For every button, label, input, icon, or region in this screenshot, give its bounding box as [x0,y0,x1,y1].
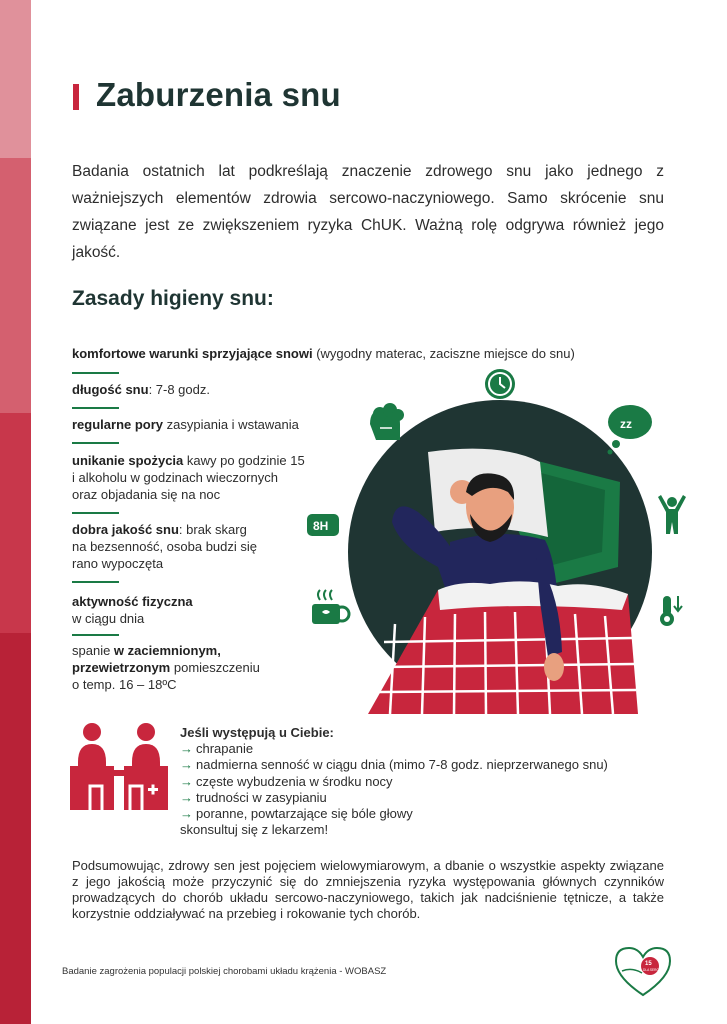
consult-footer: skonsultuj się z lekarzem! [180,822,329,838]
rule-item-regular [72,416,299,433]
rule-text: (wygodny materac, zaciszne miejsce do snu) [312,346,575,361]
doctor-consultation-icon [70,720,170,810]
page-footer: Badanie zagrożenia populacji polskiej chorobami układu krążenia - WOBASZ [62,966,387,977]
rule-divider [72,581,119,583]
logo-leaf-line [622,969,642,973]
rule-text: : 7-8 godz. [148,382,210,397]
consult-item-text: nadmierna senność w ciągu dnia (mimo 7-8 godz. nieprzerwanego snu) [196,757,608,773]
rule-item-avoid [72,452,305,503]
rule-text: zasypiania i wstawania [163,417,299,432]
rule-divider [72,512,119,514]
rule-bold: w zaciemnionym, [113,643,221,658]
side-strip-bottom [0,633,31,1024]
page-title: Zaburzenia snu [96,76,341,113]
rule-text: na bezsenność, osoba budzi się [72,539,258,554]
rule-bold: aktywność fizyczna [72,594,193,609]
zzz-bubble-icon [608,405,653,455]
intro-paragraph: Badania ostatnich lat podkreślają znaczenie zdrowego snu jako jednego z ważniejszych elementów zdrowia sercowo-naczyniowego. Samo skrócenie snu związane jest ze zwiększeniem ryzyka ChUK. Ważną rolę odgrywa również jego jakość. [72,163,664,261]
clock-icon [485,369,515,399]
consult-item [180,757,608,773]
consult-item-text: poranne, powtarzające się bóle głowy [196,806,413,822]
rule-bold: regularne pory [72,417,164,432]
arrow-icon: → [180,789,193,805]
arrow-icon: → [180,741,193,757]
rule-text: i alkoholu w godzinach wieczornych [72,470,278,485]
rule-bold: unikanie spożycia [72,453,184,468]
rule-text: spanie [72,643,114,658]
consult-item-text: chrapanie [196,741,254,757]
thinking-head-icon [370,403,404,440]
consult-item [180,790,608,806]
arrow-icon: → [180,757,193,773]
rule-item-room [72,642,260,693]
rule-bold: długość snu [72,382,149,397]
consultation-box [180,725,608,838]
rule-text: rano wypoczęta [72,556,164,571]
consult-item-text: częste wybudzenia w środku nocy [196,773,393,789]
eight-hours-icon [307,514,339,536]
side-strip-top [0,0,31,158]
badge-8h-label: 8H [313,519,329,533]
hanging-hand [544,653,564,681]
consult-item-text: trudności w zasypianiu [196,789,327,805]
rule-divider [72,634,119,636]
consult-item [180,741,608,757]
summary-paragraph: Podsumowując, zdrowy sen jest pojęciem wielowymiarowym, a dbanie o wszystkie aspekty związane z jego jakością może przyczynić się do zmniejszenia ryzyka występowania głównych czynników prowadzących do chorób układu sercowo-naczyniowego, takich jak nadciśnienie tętnicze, a także korzystnie oddziaływać na przebieg i rokowanie tych chorób. [72,858,664,921]
rule-item-comfort [72,345,575,362]
coffee-cup-icon [312,590,349,624]
thermometer-icon [660,596,682,626]
svg-text:zz: zz [620,417,632,431]
rule-text: o temp. 16 – 18ºC [72,677,177,692]
rule-divider [72,407,119,409]
rule-item-activity [72,593,193,627]
arrow-icon: → [180,806,193,822]
consult-heading: Jeśli występują u Ciebie: [180,725,334,740]
consult-item [180,806,608,822]
rule-item-duration [72,381,210,398]
rule-bold: przewietrzonym [72,660,171,675]
rule-text: pomieszczeniu [170,660,260,675]
rule-divider [72,372,119,374]
rule-text: w ciągu dnia [72,611,145,626]
side-strip-upper [0,158,31,413]
heart-logo [612,945,674,997]
rule-divider [72,442,119,444]
rule-item-quality [72,521,257,572]
side-strip-middle [0,413,31,633]
rule-text: : brak skarg [178,522,247,537]
rule-bold: dobra jakość snu [72,522,179,537]
rule-text: oraz objadania się na noc [72,487,221,502]
rule-bold: komfortowe warunki sprzyjające snowi [72,346,313,361]
rule-text: kawy po godzinie 15 [183,453,305,468]
arrow-icon: → [180,773,193,789]
sleeping-man-illustration [300,362,700,714]
logo-badge-number: 15 [645,961,652,967]
consult-item [180,774,608,790]
active-person-icon [658,495,686,534]
title-accent-bar [73,84,79,110]
section-subtitle: Zasady higieny snu: [72,287,274,310]
logo-badge-text: DLA SERCA [643,968,661,972]
